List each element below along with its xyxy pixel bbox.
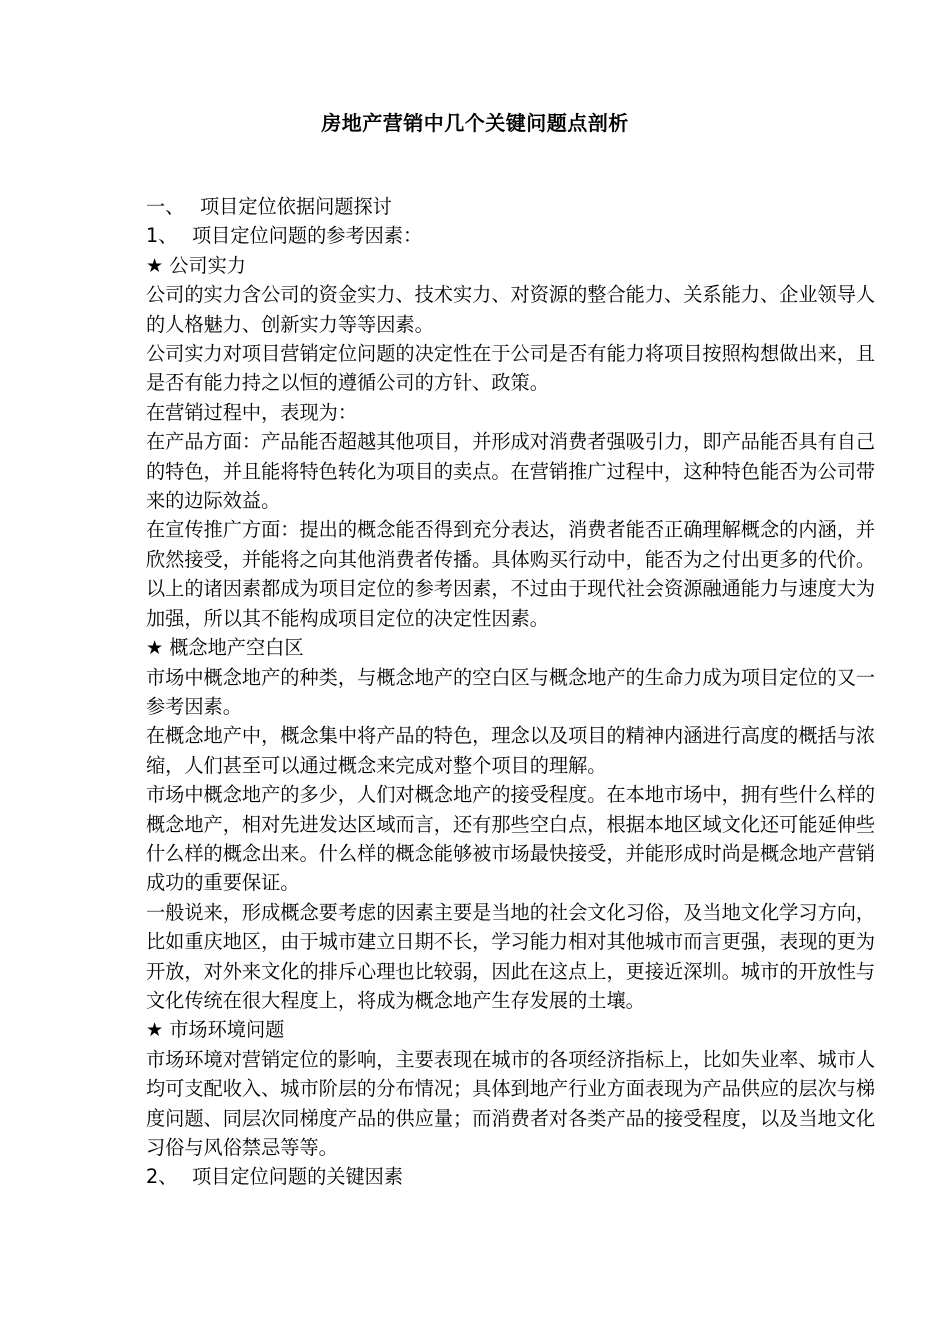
item-title: 公司实力 xyxy=(169,253,246,277)
paragraph: 市场环境对营销定位的影响，主要表现在城市的各项经济指标上，比如失业率、城市人均可支配收入、城市阶层的分布情况；具体到地产行业方面表现为产品供应的层次与梯度问题、同层次同梯度产品的供应量；而消费者对各类产品的接受程度，以及当地文化习俗与风俗禁忌等等。 xyxy=(146,1047,876,1159)
item-heading xyxy=(146,633,876,662)
section-heading xyxy=(146,192,876,221)
paragraph: 市场中概念地产的种类，与概念地产的空白区与概念地产的生命力成为项目定位的又一参考因素。 xyxy=(146,665,876,718)
paragraph: 以上的诸因素都成为项目定位的参考因素，不过由于现代社会资源融通能力与速度大为加强，所以其不能构成项目定位的决定性因素。 xyxy=(146,577,876,630)
section-title: 项目定位依据问题探讨 xyxy=(200,195,392,218)
subsection-heading xyxy=(146,1162,876,1191)
item-heading xyxy=(146,1015,876,1044)
star-icon: ★ xyxy=(146,253,164,277)
document-title: 房地产营销中几个关键问题点剖析 xyxy=(321,111,629,135)
item-heading xyxy=(146,251,876,280)
subsection-title: 项目定位问题的参考因素： xyxy=(192,224,423,248)
subsection-title: 项目定位问题的关键因素 xyxy=(192,1165,404,1189)
paragraph: 在概念地产中，概念集中将产品的特色，理念以及项目的精神内涵进行高度的概括与浓缩，人们甚至可以通过概念来完成对整个项目的理解。 xyxy=(146,724,876,777)
subsection-number: 1、 xyxy=(146,224,178,248)
paragraph: 公司实力对项目营销定位问题的决定性在于公司是否有能力将项目按照构想做出来，且是否有能力持之以恒的遵循公司的方针、政策。 xyxy=(146,342,876,395)
document-body xyxy=(146,192,876,1192)
star-icon: ★ xyxy=(146,636,164,660)
item-title: 概念地产空白区 xyxy=(169,636,304,660)
paragraph: 一般说来，形成概念要考虑的因素主要是当地的社会文化习俗，及当地文化学习方向，比如重庆地区，由于城市建立日期不长，学习能力相对其他城市而言更强，表现的更为开放，对外来文化的排斥心理也比较弱，因此在这点上，更接近深圳。城市的开放性与文化传统在很大程度上，将成为概念地产生存发展的土壤。 xyxy=(146,900,876,1012)
paragraph: 公司的实力含公司的资金实力、技术实力、对资源的整合能力、关系能力、企业领导人的人格魅力、创新实力等等因素。 xyxy=(146,283,876,336)
item-title: 市场环境问题 xyxy=(169,1018,285,1042)
subsection-number: 2、 xyxy=(146,1165,178,1189)
paragraph: 在营销过程中，表现为： xyxy=(146,400,358,424)
paragraph: 在宣传推广方面：提出的概念能否得到充分表达，消费者能否正确理解概念的内涵，并欣然接受，并能将之向其他消费者传播。具体购买行动中，能否为之付出更多的代价。 xyxy=(146,518,876,571)
paragraph: 在产品方面：产品能否超越其他项目，并形成对消费者强吸引力，即产品能否具有自己的特色，并且能将特色转化为项目的卖点。在营销推广过程中，这种特色能否为公司带来的边际效益。 xyxy=(146,430,876,513)
section-number: 一、 xyxy=(146,195,185,218)
subsection-heading xyxy=(146,221,876,250)
paragraph: 市场中概念地产的多少，人们对概念地产的接受程度。在本地市场中，拥有些什么样的概念地产，相对先进发达区域而言，还有那些空白点，根据本地区域文化还可能延伸些什么样的概念出来。什么样的概念能够被市场最快接受，并能形成时尚是概念地产营销成功的重要保证。 xyxy=(146,783,876,895)
star-icon: ★ xyxy=(146,1018,164,1042)
